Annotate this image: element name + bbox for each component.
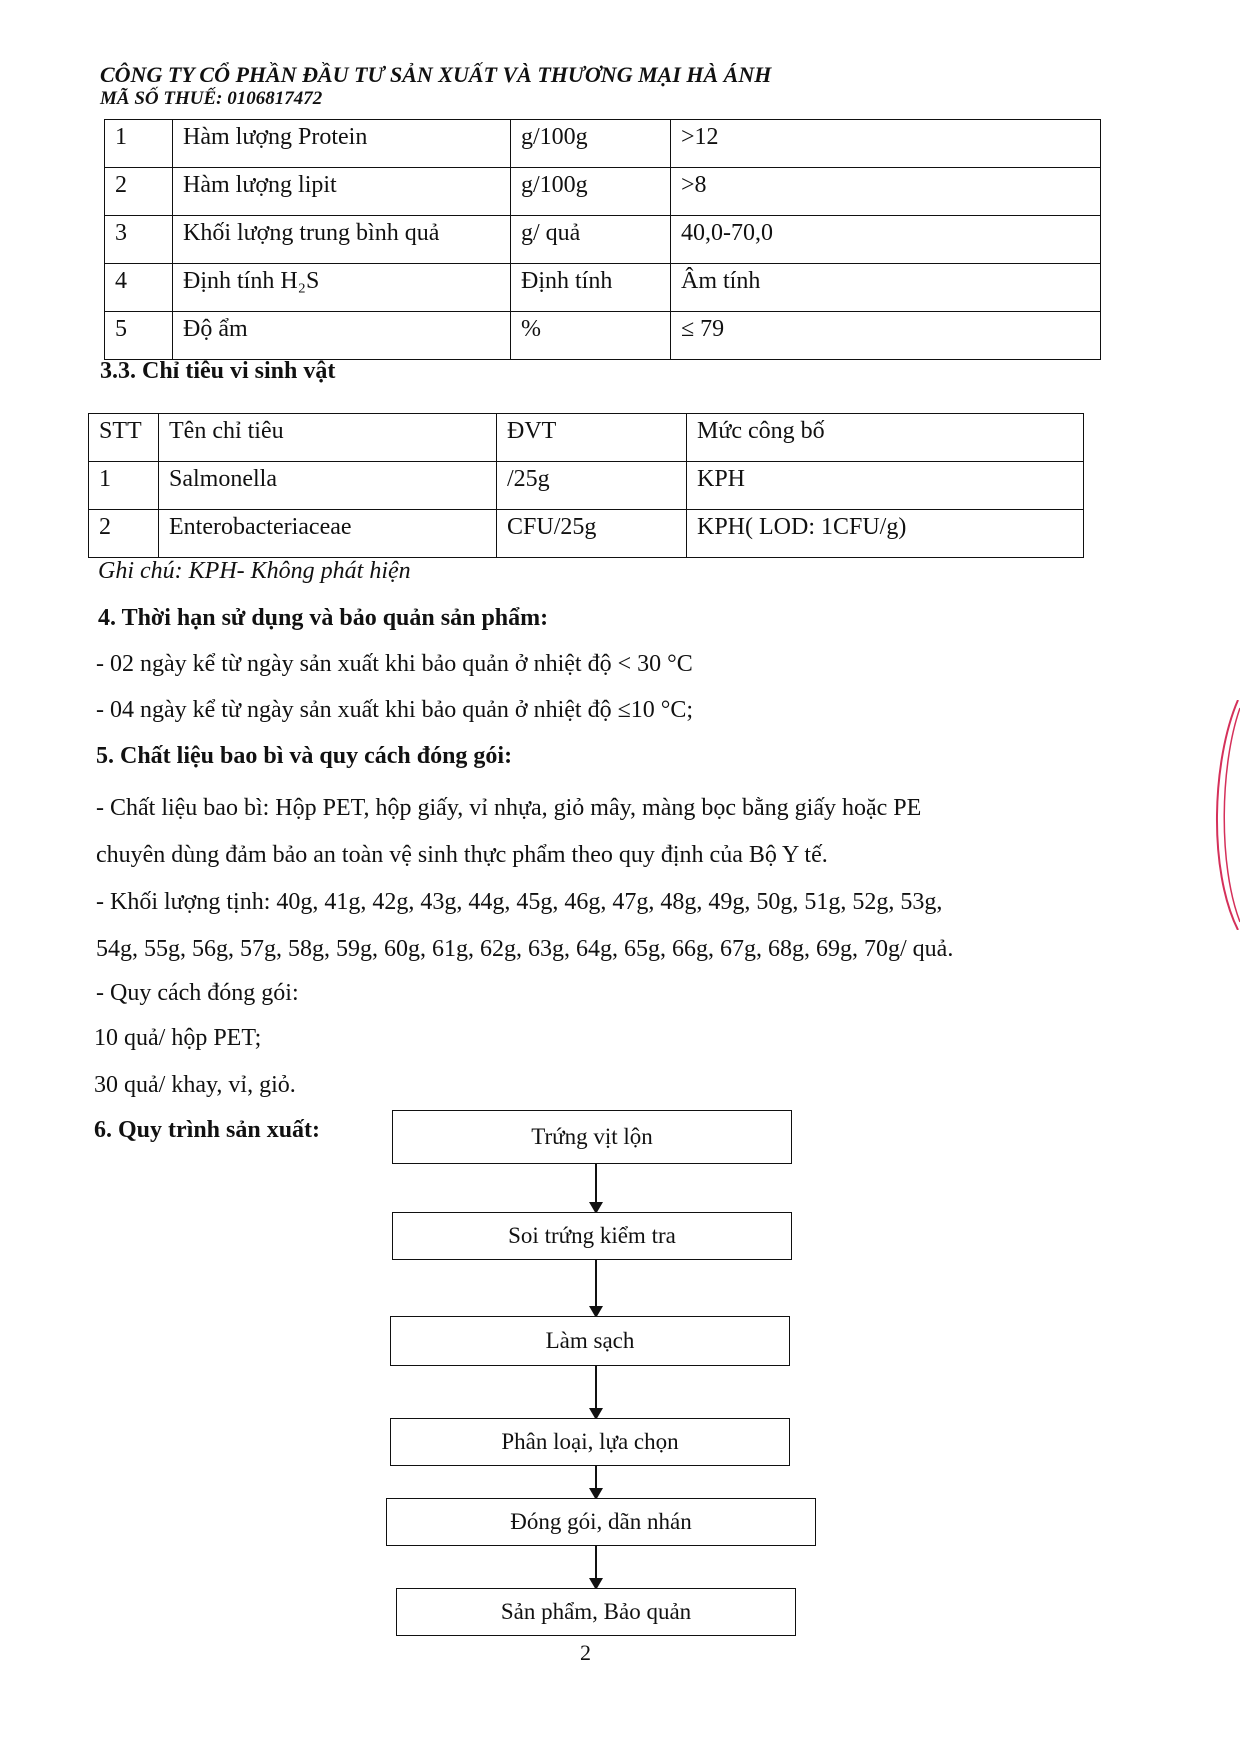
flow-step-3: Làm sạch bbox=[390, 1316, 790, 1366]
stt-cell: 4 bbox=[105, 264, 173, 312]
unit-cell: % bbox=[511, 312, 671, 360]
page-number: 2 bbox=[580, 1640, 591, 1665]
section-5-heading: 5. Chất liệu bao bì và quy cách đóng gói: bbox=[96, 743, 513, 769]
packaging-line-7: 30 quả/ khay, vỉ, giỏ. bbox=[94, 1072, 296, 1098]
packaging-line-4: 54g, 55g, 56g, 57g, 58g, 59g, 60g, 61g, 62g, 63g, 64g, 65g, 66g, 67g, 68g, 69g, 70g/ quả. bbox=[96, 936, 954, 962]
stt-cell: 1 bbox=[89, 462, 159, 510]
unit-cell: CFU/25g bbox=[497, 510, 687, 558]
table-row bbox=[105, 264, 1101, 312]
section-6-heading: 6. Quy trình sản xuất: bbox=[94, 1117, 321, 1143]
packaging-line-1: - Chất liệu bao bì: Hộp PET, hộp giấy, vỉ nhựa, giỏ mây, màng bọc bằng giấy hoặc PE bbox=[96, 795, 922, 821]
criteria-cell: Hàm lượng lipit bbox=[173, 168, 511, 216]
chemical-criteria-table bbox=[104, 119, 1101, 360]
flow-step-5: Đóng gói, dãn nhán bbox=[386, 1498, 816, 1546]
table-row bbox=[105, 216, 1101, 264]
company-name: CÔNG TY CỔ PHẦN ĐẦU TƯ SẢN XUẤT VÀ THƯƠNG MẠI HÀ ÁNH bbox=[100, 62, 772, 87]
flow-arrow bbox=[595, 1466, 597, 1498]
header-name: Tên chỉ tiêu bbox=[159, 414, 497, 462]
unit-cell: /25g bbox=[497, 462, 687, 510]
table-row bbox=[105, 120, 1101, 168]
criteria-cell: Định tính H₂S bbox=[173, 264, 511, 312]
note-text: Ghi chú: KPH- Không phát hiện bbox=[98, 558, 411, 584]
stt-cell: 5 bbox=[105, 312, 173, 360]
flow-step-6: Sản phẩm, Bảo quản bbox=[396, 1588, 796, 1636]
packaging-line-6: 10 quả/ hộp PET; bbox=[94, 1025, 262, 1051]
header-value: Mức công bố bbox=[687, 414, 1084, 462]
flow-arrow bbox=[595, 1546, 597, 1588]
table-header-row bbox=[89, 414, 1084, 462]
criteria-cell: Độ ẩm bbox=[173, 312, 511, 360]
value-cell: Âm tính bbox=[671, 264, 1101, 312]
storage-line-2: - 04 ngày kể từ ngày sản xuất khi bảo quản ở nhiệt độ ≤10 °C; bbox=[96, 697, 694, 723]
flow-arrow bbox=[595, 1260, 597, 1316]
value-cell: >8 bbox=[671, 168, 1101, 216]
microbiology-table bbox=[88, 413, 1084, 558]
criteria-cell: Salmonella bbox=[159, 462, 497, 510]
flow-step-2: Soi trứng kiểm tra bbox=[392, 1212, 792, 1260]
stt-cell: 1 bbox=[105, 120, 173, 168]
section-3-3-heading: 3.3. Chỉ tiêu vi sinh vật bbox=[100, 358, 336, 384]
tax-code: MÃ SỐ THUẾ: 0106817472 bbox=[100, 88, 323, 109]
section-4-heading: 4. Thời hạn sử dụng và bảo quản sản phẩm: bbox=[98, 605, 549, 631]
criteria-cell: Enterobacteriaceae bbox=[159, 510, 497, 558]
packaging-line-3: - Khối lượng tịnh: 40g, 41g, 42g, 43g, 44g, 45g, 46g, 47g, 48g, 49g, 50g, 51g, 52g, 53g, bbox=[96, 889, 943, 915]
stt-cell: 2 bbox=[105, 168, 173, 216]
table-row bbox=[105, 168, 1101, 216]
unit-cell: g/100g bbox=[511, 120, 671, 168]
stt-cell: 3 bbox=[105, 216, 173, 264]
flow-arrow bbox=[595, 1164, 597, 1212]
packaging-line-2: chuyên dùng đảm bảo an toàn vệ sinh thực phẩm theo quy định của Bộ Y tế. bbox=[96, 842, 828, 868]
criteria-cell: Hàm lượng Protein bbox=[173, 120, 511, 168]
value-cell: 40,0-70,0 bbox=[671, 216, 1101, 264]
table-row bbox=[105, 312, 1101, 360]
value-cell: KPH( LOD: 1CFU/g) bbox=[687, 510, 1084, 558]
packaging-line-5: - Quy cách đóng gói: bbox=[96, 980, 299, 1006]
unit-cell: g/100g bbox=[511, 168, 671, 216]
unit-cell: Định tính bbox=[511, 264, 671, 312]
table-row bbox=[89, 510, 1084, 558]
flow-step-1: Trứng vịt lộn bbox=[392, 1110, 792, 1164]
criteria-cell: Khối lượng trung bình quả bbox=[173, 216, 511, 264]
flow-arrow bbox=[595, 1366, 597, 1418]
header-unit: ĐVT bbox=[497, 414, 687, 462]
value-cell: KPH bbox=[687, 462, 1084, 510]
value-cell: >12 bbox=[671, 120, 1101, 168]
storage-line-1: - 02 ngày kể từ ngày sản xuất khi bảo quản ở nhiệt độ < 30 °C bbox=[96, 651, 693, 677]
flow-step-4: Phân loại, lựa chọn bbox=[390, 1418, 790, 1466]
red-stamp-fragment bbox=[1200, 700, 1240, 930]
header-stt: STT bbox=[89, 414, 159, 462]
unit-cell: g/ quả bbox=[511, 216, 671, 264]
stt-cell: 2 bbox=[89, 510, 159, 558]
table-row bbox=[89, 462, 1084, 510]
value-cell: ≤ 79 bbox=[671, 312, 1101, 360]
